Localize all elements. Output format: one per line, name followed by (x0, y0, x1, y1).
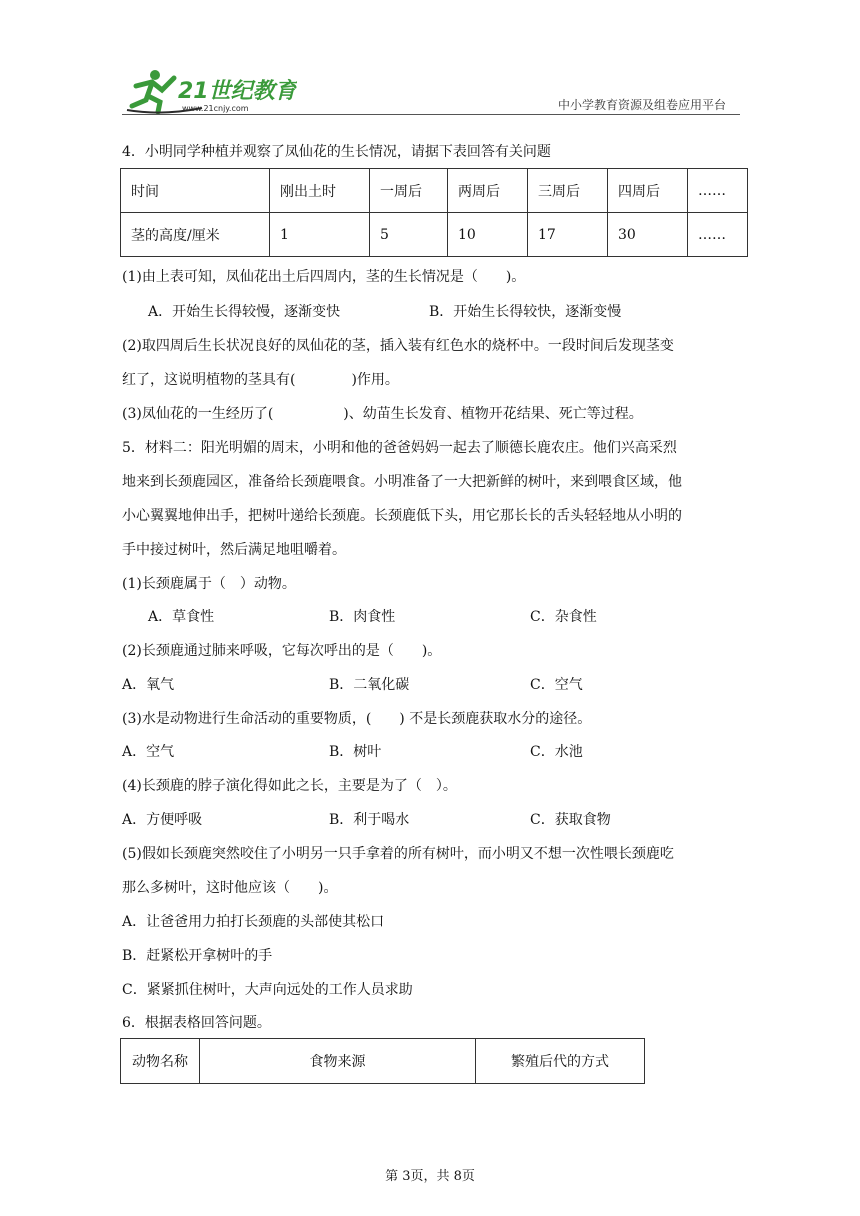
q5-sub5-option-b: B．赶紧松开拿树叶的手 (122, 948, 273, 964)
q5-sub5-line2: 那么多树叶，这时他应该（ )。 (122, 880, 338, 896)
table-cell: …… (688, 213, 748, 257)
q5-sub3-option-c: C．水池 (530, 744, 583, 760)
table-cell: 5 (370, 213, 448, 257)
q5-sub4-option-c: C．获取食物 (530, 812, 611, 828)
q5-sub2-option-a: A．氧气 (122, 677, 175, 693)
q5-sub1-option-b: B．肉食性 (329, 609, 396, 625)
page-header (0, 0, 860, 120)
header-rule (122, 114, 740, 115)
table-cell: …… (688, 169, 748, 213)
q5-sub3-option-a: A．空气 (122, 744, 175, 760)
q5-sub3: (3)水是动物进行生命活动的重要物质，( ) 不是长颈鹿获取水分的途径。 (122, 711, 592, 727)
table-cell: 10 (448, 213, 528, 257)
q5-sub5-line1: (5)假如长颈鹿突然咬住了小明另一只手拿着的所有树叶，而小明又不想一次性喂长颈鹿吃 (122, 846, 674, 862)
q4-sub1: (1)由上表可知，凤仙花出土后四周内，茎的生长情况是（ )。 (122, 269, 526, 285)
table-cell: 两周后 (448, 169, 528, 213)
q5-sub4-option-a: A．方便呼吸 (122, 812, 203, 828)
table-row (121, 169, 748, 213)
page-footer: 第 3页，共 8页 (385, 1169, 475, 1184)
q5-sub2-option-b: B．二氧化碳 (329, 677, 410, 693)
table-cell: 30 (608, 213, 688, 257)
logo (122, 66, 297, 116)
table-cell: 17 (528, 213, 608, 257)
q4-sub1-option-a: A．开始生长得较慢，逐渐变快 (148, 304, 341, 320)
q5-sub1-option-c: C．杂食性 (530, 609, 597, 625)
q4-sub1-option-b: B．开始生长得较快，逐渐变慢 (429, 304, 622, 320)
q4-sub2-line2: 红了，这说明植物的茎具有( )作用。 (122, 372, 399, 388)
q5-sub3-option-b: B．树叶 (329, 744, 382, 760)
table-cell: 1 (270, 213, 370, 257)
q5-passage-line4: 手中接过树叶，然后满足地咀嚼着。 (122, 542, 346, 558)
q4-sub2-line1: (2)取四周后生长状况良好的凤仙花的茎，插入装有红色水的烧杯中。一段时间后发现茎变 (122, 338, 674, 354)
q5-sub2: (2)长颈鹿通过肺来呼吸，它每次呼出的是（ )。 (122, 643, 442, 659)
table-cell: 时间 (121, 169, 270, 213)
q5-sub5-option-c: C．紧紧抓住树叶，大声向远处的工作人员求助 (122, 982, 413, 998)
q5-sub4: (4)长颈鹿的脖子演化得如此之长，主要是为了（ ）。 (122, 778, 457, 794)
table-cell: 三周后 (528, 169, 608, 213)
table-header-cell: 繁殖后代的方式 (476, 1039, 645, 1084)
q5-sub2-option-c: C．空气 (530, 677, 583, 693)
q4-stem: 4．小明同学种植并观察了凤仙花的生长情况，请据下表回答有关问题 (122, 144, 551, 160)
q5-passage-line2: 地来到长颈鹿园区，准备给长颈鹿喂食。小明准备了一大把新鲜的树叶，来到喂食区域，他 (122, 474, 682, 490)
logo-icon (122, 66, 297, 116)
table-cell: 四周后 (608, 169, 688, 213)
animal-table (120, 1038, 645, 1084)
logo-url: www.21cnjy.com (182, 104, 249, 113)
q5-sub5-option-a: A．让爸爸用力拍打长颈鹿的头部使其松口 (122, 914, 385, 930)
platform-name: 中小学教育资源及组卷应用平台 (557, 98, 726, 112)
q5-sub1: (1)长颈鹿属于（ ）动物。 (122, 576, 296, 592)
table-header-cell: 食物来源 (200, 1039, 476, 1084)
table-row (121, 1039, 645, 1084)
q5-sub1-option-a: A．草食性 (148, 609, 215, 625)
table-row (121, 213, 748, 257)
q5-sub4-option-b: B．利于喝水 (329, 812, 410, 828)
logo-text: 21世纪教育 (178, 79, 297, 104)
table-cell: 刚出土时 (270, 169, 370, 213)
table-header-cell: 动物名称 (121, 1039, 200, 1084)
q5-passage-line1: 5．材料二：阳光明媚的周末，小明和他的爸爸妈妈一起去了顺德长鹿农庄。他们兴高采烈 (122, 440, 677, 456)
q6-stem: 6．根据表格回答问题。 (122, 1015, 271, 1031)
table-cell: 茎的高度/厘米 (121, 213, 270, 257)
growth-table (120, 168, 748, 257)
q5-passage-line3: 小心翼翼地伸出手，把树叶递给长颈鹿。长颈鹿低下头，用它那长长的舌头轻轻地从小明的 (122, 508, 682, 524)
q4-sub3: (3)凤仙花的一生经历了( )、幼苗生长发育、植物开花结果、死亡等过程。 (122, 406, 643, 422)
table-cell: 一周后 (370, 169, 448, 213)
